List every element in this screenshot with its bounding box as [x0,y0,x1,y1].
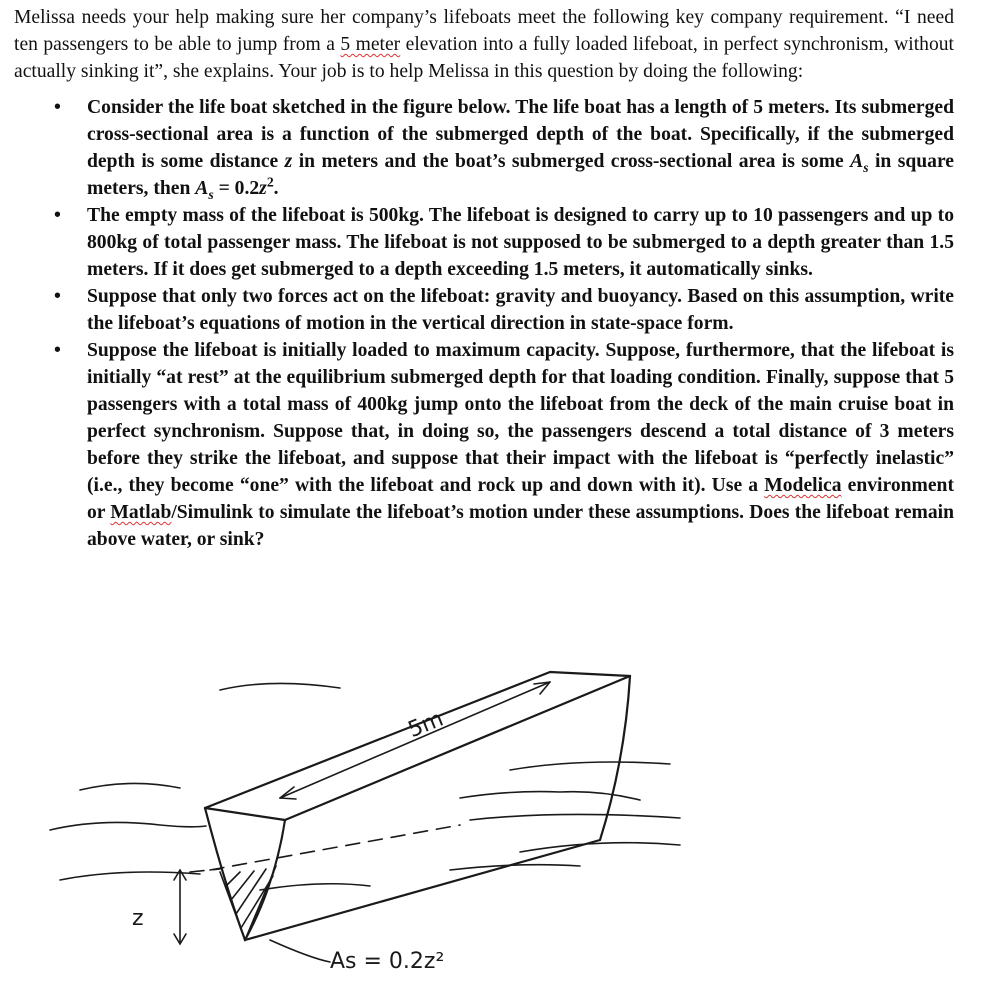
bullet-icon: • [54,286,61,307]
lifeboat-sketch [40,640,720,980]
list-item: • Consider the life boat sketched in the figure below. The life boat has a length of 5 meters. Its submerged cross-sectional area is a function of the submerged depth of the boat. Specifically, if the submerged depth is some distance z in meters and the boat’s submerged cross-sectional area is some $A_s$ in square meters, then $A_s = 0.2z^2$. [14,94,954,202]
flagged-phrase-5-meter: 5 meter [340,34,401,55]
flagged-word-matlab: Matlab [110,502,172,523]
length-label: 5m [404,706,447,744]
requirements-list [14,94,954,553]
area-formula-label: As = 0.2z² [330,949,445,974]
list-item: • The empty mass of the lifeboat is 500kg. The lifeboat is designed to carry up to 10 passengers and up to 800kg of total passenger mass. The lifeboat is not supposed to be submerged to a depth greater than 1.5 meters. If it does get submerged to a depth exceeding 1.5 meters, it automatically sinks. [14,202,954,283]
lifeboat-outline [190,672,630,940]
flagged-word-modelica: Modelica [764,475,842,496]
intro-part-1: Melissa needs your help making sure her company’s lifeboats meet the following key company requirement. “I need ten passengers to be able to jump from a [14,7,954,55]
lifeboat-sketch-figure [40,640,720,980]
list-item: • Suppose that only two forces act on the lifeboat: gravity and buoyancy. Based on this assumption, write the lifeboat’s equations of motion in the vertical direction in state-space form. [14,283,954,337]
bullet-icon: • [54,97,61,118]
list-item: • Suppose the lifeboat is initially loaded to maximum capacity. Suppose, furthermore, that the lifeboat is initially “at rest” at the equilibrium submerged depth for that loading condition. Finally, suppose that 5 passengers with a total mass of 400kg jump onto the lifeboat from the deck of the main cruise boat in perfect synchronism. Suppose that, in doing so, the passengers descend a total distance of 3 meters before they strike the lifeboat, and suppose that their impact with the lifeboat is “perfectly inelastic” (i.e., they become “one” with the lifeboat and rock up and down with it). Use a Modelica environment or Matlab/Simulink to simulate the lifeboat’s motion under these assumptions. Does the lifeboat remain above water, or sink? [14,337,954,553]
bullet-icon: • [54,205,61,226]
bullet-icon: • [54,340,61,361]
depth-dimension-arrow [132,870,186,944]
submerged-cross-section-hatch [220,866,276,940]
depth-label: z [132,906,144,931]
intro-part-2: elevation into a fully loaded lifeboat, in perfect synchronism, without actually sinking it”, she explains. Your job is to help Melissa in this question by doing the following: [14,34,954,82]
area-annotation [270,940,444,974]
document-page [14,4,954,553]
length-dimension-arrow [280,682,550,799]
intro-paragraph [14,4,954,85]
